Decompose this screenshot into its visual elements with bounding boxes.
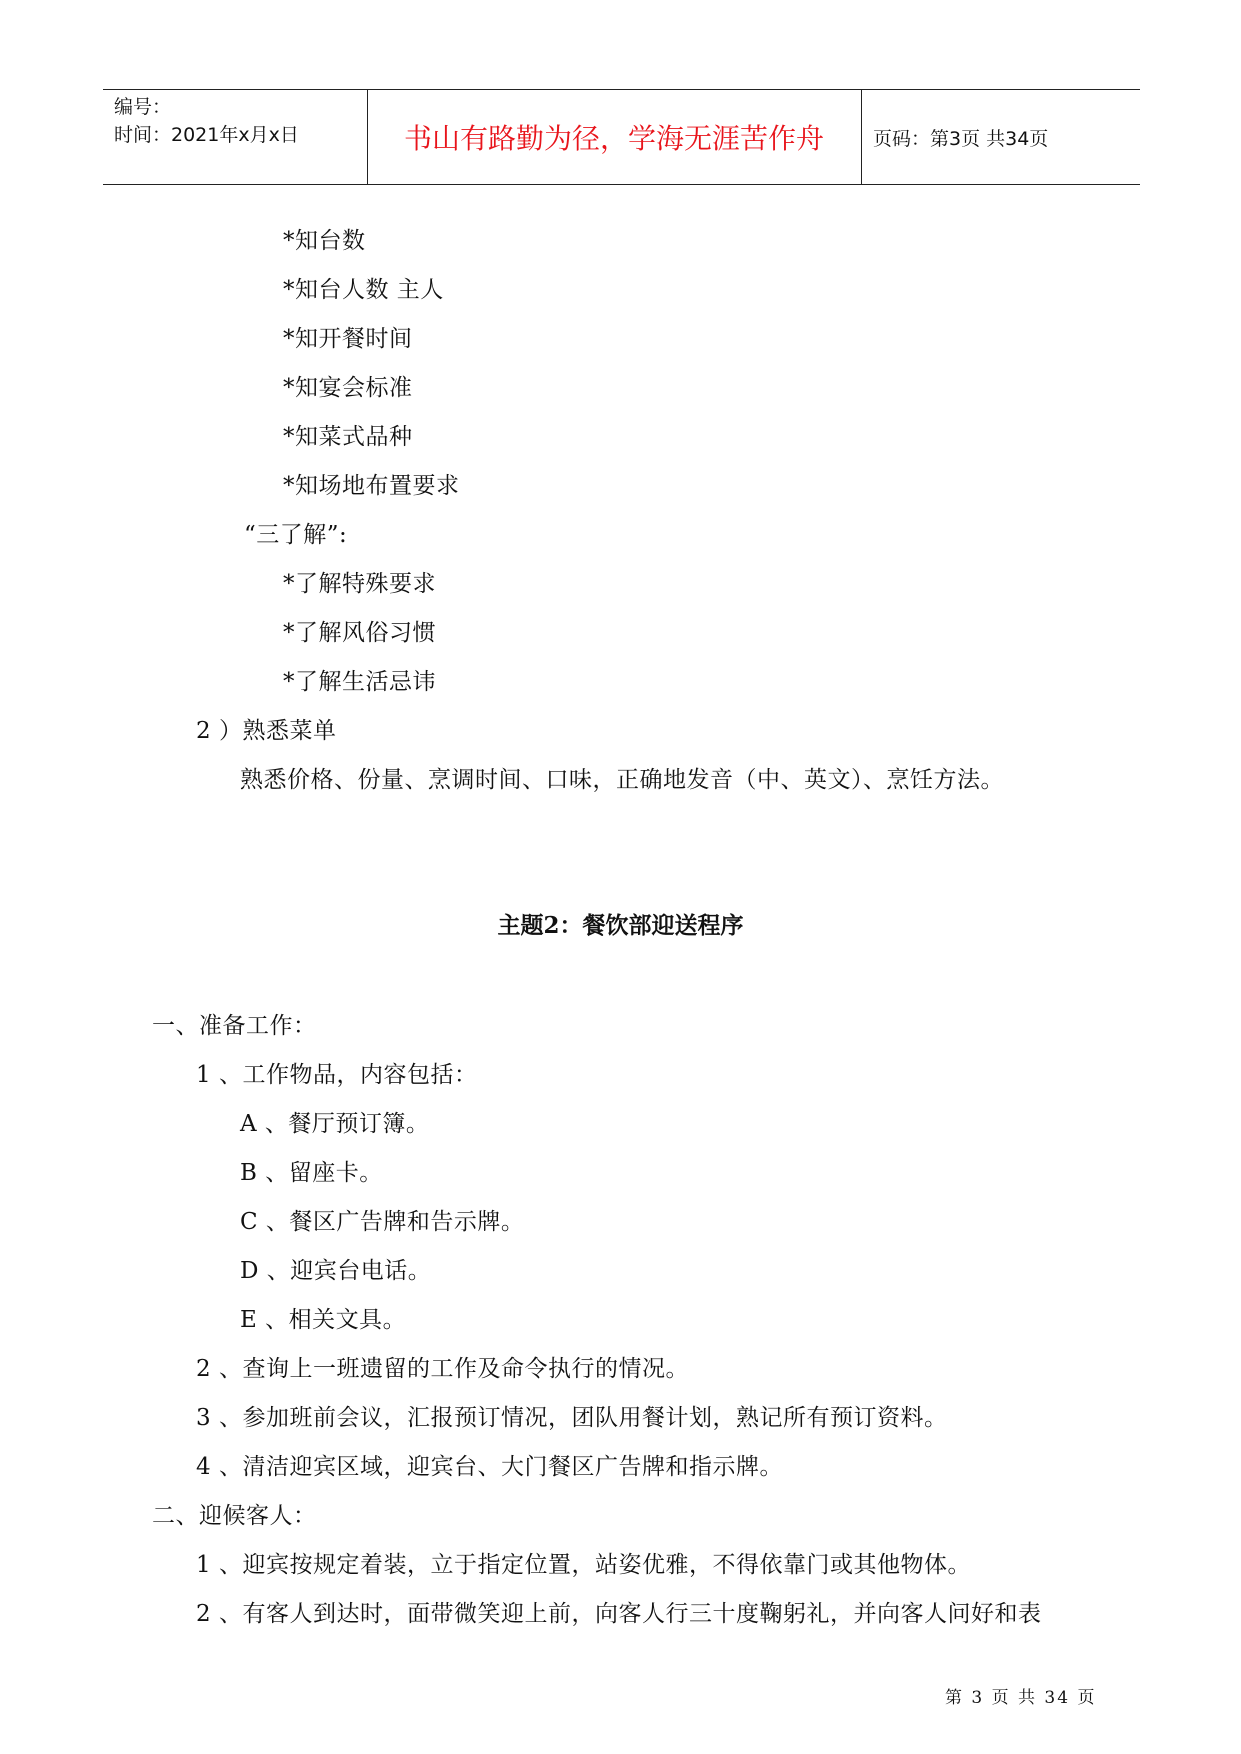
document-number-label: 编号： [114, 96, 172, 118]
text-line: E 、相关文具。 [240, 1307, 407, 1333]
text-line: “三了解”: [244, 522, 348, 548]
text-line: 3 、参加班前会议，汇报预订情况，团队用餐计划，熟记所有预订资料。 [196, 1405, 948, 1431]
page-footer: 第 3 页 共 34 页 [945, 1688, 1097, 1708]
text-line: A 、餐厅预订簿。 [240, 1111, 430, 1137]
text-line: C 、餐区广告牌和告示牌。 [240, 1209, 525, 1235]
text-line: 2 、查询上一班遗留的工作及命令执行的情况。 [196, 1356, 689, 1382]
text-line: 1 、工作物品，内容包括： [196, 1062, 478, 1088]
text-line: *知宴会标准 [283, 375, 413, 401]
text-line: 熟悉价格、份量、烹调时间、口味，正确地发音（中、英文）、烹饪方法。 [240, 767, 1004, 793]
text-line: 2 ）熟悉菜单 [196, 718, 337, 744]
text-line: 4 、清洁迎宾区域，迎宾台、大门餐区广告牌和指示牌。 [196, 1454, 783, 1480]
text-line: 2 、有客人到达时，面带微笑迎上前，向客人行三十度鞠躬礼，并向客人问好和表 [196, 1601, 1042, 1627]
text-line: *知台数 [283, 228, 366, 254]
text-line: *了解特殊要求 [283, 571, 436, 597]
header-motto: 书山有路勤为径，学海无涯苦作舟 [367, 90, 862, 184]
header-page-label: 页码：第3页 共34页 [873, 127, 1049, 150]
text-line: *了解生活忌讳 [283, 669, 436, 695]
text-line: *知菜式品种 [283, 424, 413, 450]
document-time-label: 时间：2021年x月x日 [114, 124, 299, 146]
header-info-cell [103, 90, 368, 184]
text-line: 一、准备工作： [152, 1013, 317, 1039]
text-line: *知场地布置要求 [283, 473, 460, 499]
text-line: *知开餐时间 [283, 326, 413, 352]
text-line: *知台人数 主人 [283, 277, 444, 303]
text-line: B 、留座卡。 [240, 1160, 383, 1186]
text-line: 1 、迎宾按规定着装，立于指定位置，站姿优雅，不得依靠门或其他物体。 [196, 1552, 971, 1578]
section-title: 主题2：餐饮部迎送程序 [497, 912, 744, 939]
page-header [103, 89, 1140, 185]
text-line: 二、迎候客人： [152, 1503, 317, 1529]
text-line: D 、迎宾台电话。 [240, 1258, 432, 1284]
text-line: *了解风俗习惯 [283, 620, 436, 646]
